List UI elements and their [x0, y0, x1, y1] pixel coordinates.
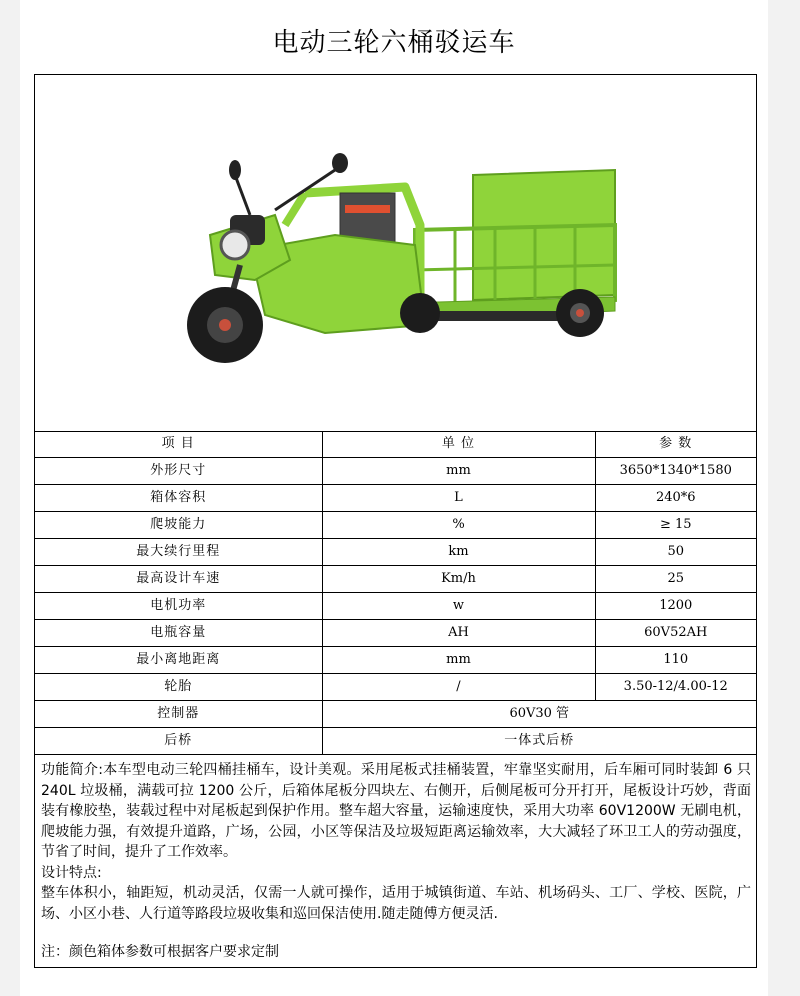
- table-row-merged: [35, 701, 756, 728]
- row-value: 3650*1340*1580: [595, 458, 756, 485]
- row-value: 1200: [595, 593, 756, 620]
- product-photo: [35, 75, 756, 432]
- row-unit: w: [322, 593, 595, 620]
- features-paragraph: 整车体积小，轴距短，机动灵活，仅需一人就可操作，适用于城镇街道、车站、机场码头、工厂、学校、医院，广场、小区小巷、人行道等路段垃圾收集和巡回保洁使用.随走随傅方便灵活.: [41, 885, 751, 922]
- row-value: 60V30 管: [322, 701, 756, 728]
- page-title: 电动三轮六桶驳运车: [272, 28, 516, 58]
- row-value: 一体式后桥: [322, 728, 756, 755]
- row-value: 60V52AH: [595, 620, 756, 647]
- table-row: [35, 458, 756, 485]
- table-row: [35, 566, 756, 593]
- row-value: 50: [595, 539, 756, 566]
- row-unit: AH: [322, 620, 595, 647]
- column-header-unit: 单 位: [322, 431, 595, 458]
- row-item: 最小离地距离: [35, 647, 322, 674]
- row-item: 最高设计车速: [35, 566, 322, 593]
- row-value: 25: [595, 566, 756, 593]
- row-item: 控制器: [35, 701, 322, 728]
- row-item: 电瓶容量: [35, 620, 322, 647]
- table-row: [35, 647, 756, 674]
- row-item: 最大续行里程: [35, 539, 322, 566]
- table-row: [35, 485, 756, 512]
- footer-note: 注：颜色箱体参数可根据客户要求定制: [41, 944, 279, 960]
- row-unit: %: [322, 512, 595, 539]
- column-header-value: 参 数: [595, 431, 756, 458]
- row-unit: mm: [322, 458, 595, 485]
- row-unit: mm: [322, 647, 595, 674]
- spec-sheet: [34, 74, 757, 968]
- table-row: [35, 539, 756, 566]
- document-page: [20, 0, 768, 996]
- row-unit: L: [322, 485, 595, 512]
- row-item: 外形尺寸: [35, 458, 322, 485]
- row-unit: Km/h: [322, 566, 595, 593]
- spec-table: [35, 431, 756, 755]
- intro-paragraph: 功能简介:本车型电动三轮四桶挂桶车，设计美观。采用尾板式挂桶装置，牢靠坚实耐用，后车厢可同时装卸 6 只 240L 垃圾桶，满载可拉 1200 公斤，后箱体尾板分四块左、右侧开，后侧尾板可分开打开，尾板设计巧妙，背面装有橡胶垫，装载过程中对尾板起到保护作用。整车超大容量，运输速度快，采用大功率 60V1200W 无刷电机，爬坡能力强，有效提升道路，广场，公园，小区等保洁及垃圾短距离运输效率，大大减轻了环卫工人的劳动强度，节省了时间，提升了工作效率。: [41, 762, 751, 860]
- table-row: [35, 620, 756, 647]
- row-item: 轮胎: [35, 674, 322, 701]
- column-header-item: 项 目: [35, 431, 322, 458]
- row-unit: km: [322, 539, 595, 566]
- description-notes: [35, 759, 756, 967]
- row-unit: /: [322, 674, 595, 701]
- row-item: 爬坡能力: [35, 512, 322, 539]
- table-row: [35, 593, 756, 620]
- table-row-merged: [35, 728, 756, 755]
- table-row: [35, 512, 756, 539]
- row-item: 后桥: [35, 728, 322, 755]
- row-value: ≥ 15: [595, 512, 756, 539]
- features-heading: 设计特点:: [41, 864, 102, 881]
- row-item: 箱体容积: [35, 485, 322, 512]
- row-value: 3.50-12/4.00-12: [595, 674, 756, 701]
- row-value: 110: [595, 647, 756, 674]
- row-item: 电机功率: [35, 593, 322, 620]
- tricycle-illustration: [35, 75, 756, 431]
- table-header-row: [35, 431, 756, 458]
- row-value: 240*6: [595, 485, 756, 512]
- table-row: [35, 674, 756, 701]
